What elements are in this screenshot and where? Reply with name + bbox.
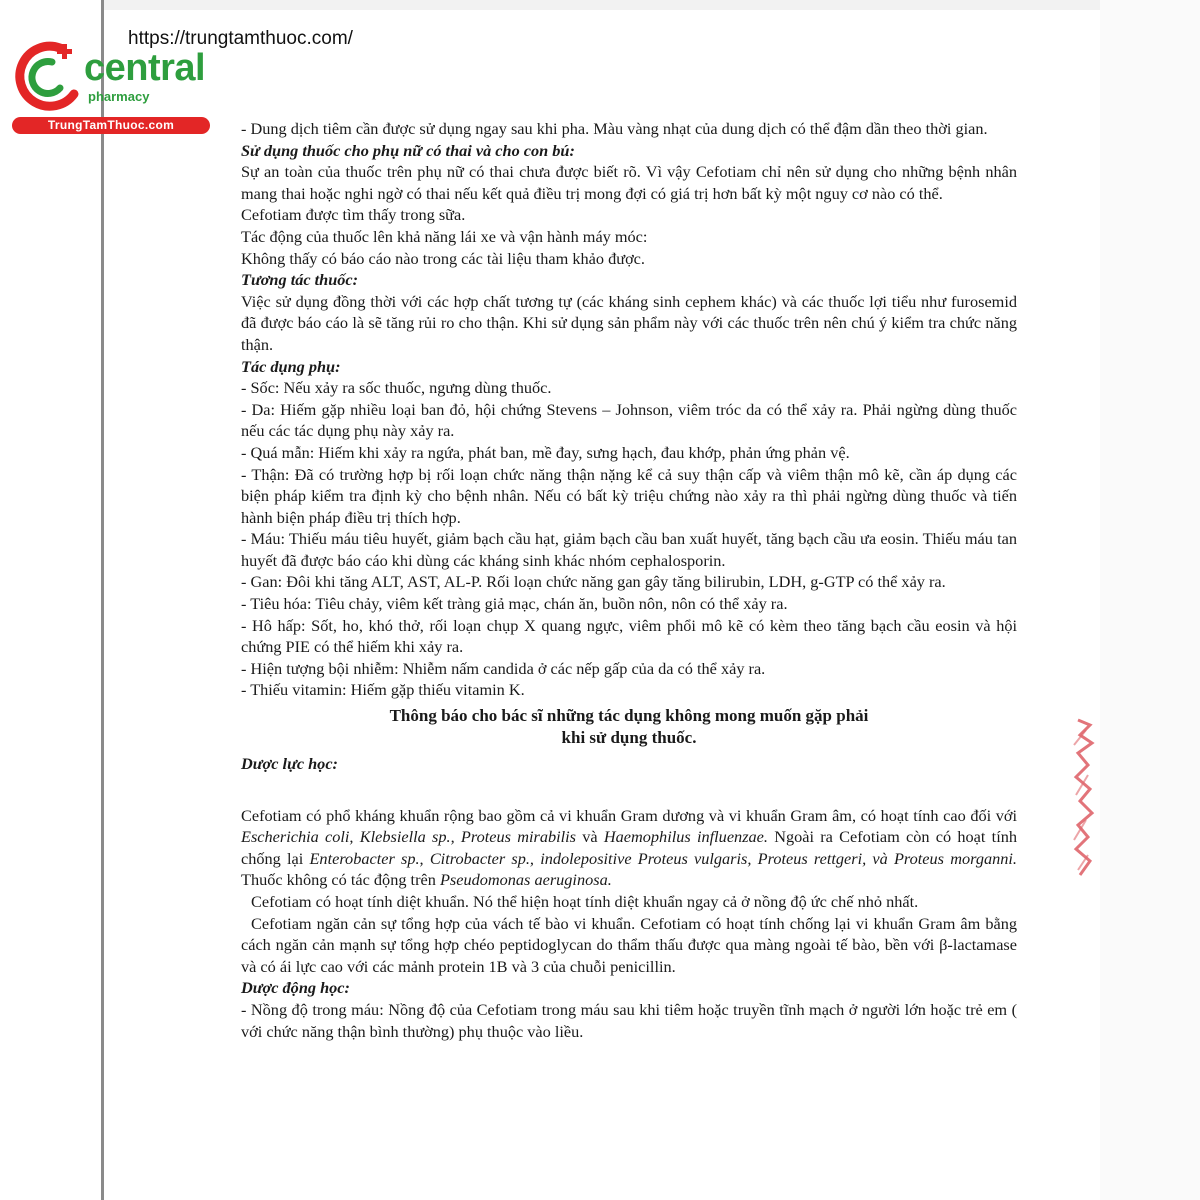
side-effect-item: - Hô hấp: Sốt, ho, khó thở, rối loạn chụp X quang ngực, viêm phổi mô kẽ có kèm theo tăng bạch cầu eosin và hội chứng PIE có thể hiếm khi xảy ra. [241, 615, 1017, 657]
side-effect-item: - Thiếu vitamin: Hiếm gặp thiếu vitamin K. [241, 680, 525, 700]
notice-line: Thông báo cho bác sĩ những tác dụng không mong muốn gặp phải [389, 706, 869, 726]
notice-line: khi sử dụng thuốc. [561, 728, 697, 748]
paragraph: Cefotiam có hoạt tính diệt khuẩn. Nó thể hiện hoạt tính diệt khuẩn ngay cả ở nồng độ ức chế nhỏ nhất. [251, 892, 919, 911]
italic-run: Enterobacter sp., Citrobacter sp., indolepositive Proteus vulgaris, Proteus rettgeri, và Proteus morganni. [309, 848, 1018, 868]
logo-subtitle: pharmacy [88, 89, 150, 104]
side-effect-item: - Sốc: Nếu xảy ra sốc thuốc, ngưng dùng thuốc. [241, 378, 552, 398]
paragraph-pharmacodynamics [241, 805, 1017, 891]
document-body [241, 118, 1017, 1042]
paragraph: - Dung dịch tiêm cần được sử dụng ngay sau khi pha. Màu vàng nhạt của dung dịch có thể đậm dần theo thời gian. [241, 119, 988, 138]
scan-left-edge [101, 0, 104, 1200]
side-effect-item: - Quá mẫn: Hiếm khi xảy ra ngứa, phát ban, mề đay, sưng hạch, đau khớp, phản ứng phản vệ. [241, 442, 850, 462]
scan-top-edge [104, 0, 1100, 10]
notice-block [241, 705, 1017, 749]
paragraph: Sự an toàn của thuốc trên phụ nữ có thai chưa được biết rõ. Vì vậy Cefotiam chỉ nên sử dụng cho những bệnh nhân mang thai hoặc nghi ngờ có thai nếu kết quả điều trị mong đợi có giá trị hơn bất kỳ một nguy cơ nào có thể. [241, 162, 1017, 203]
heading-pharmacodynamics: Dược lực học: [241, 754, 338, 774]
text-run: Cefotiam có phổ kháng khuẩn rộng bao gồm cả vi khuẩn Gram dương và vi khuẩn Gram âm, có hoạt tính cao đối với [241, 805, 1017, 825]
watermark-url[interactable]: https://trungtamthuoc.com/ [128, 28, 353, 49]
side-effect-item: - Tiêu hóa: Tiêu chảy, viêm kết tràng giả mạc, chán ăn, buồn nôn, nôn có thể xảy ra. [241, 594, 788, 614]
text-run: Ngoài ra Cefotiam còn có hoạt tính chống lại [241, 827, 1018, 868]
paragraph: Việc sử dụng đồng thời với các hợp chất tương tự (các kháng sinh cephem khác) và các thuốc lợi tiểu như furosemid đã được báo cáo là sẽ tăng rủi ro cho thận. Khi sử dụng sản phẩm này với các thuốc trên nên chú ý kiểm tra chức năng thận. [241, 291, 1017, 354]
heading-interactions: Tương tác thuốc: [241, 270, 359, 290]
text-run: Thuốc không có tác động trên [241, 870, 440, 890]
text-run: và [576, 827, 604, 847]
paragraph: Không thấy có báo cáo nào trong các tài liệu tham khảo được. [241, 248, 645, 268]
side-effect-item: - Thận: Đã có trường hợp bị rối loạn chức năng thận nặng kể cả suy thận cấp và viêm thận mô kẽ, cần áp dụng các biện pháp kiểm tra định kỳ cho bệnh nhân. Nếu có bất kỳ triệu chứng nào xảy ra thì phải ngừng dùng thuốc và tiến hành biện pháp điều trị thích hợp. [241, 464, 1017, 527]
logo-site-band: TrungTamThuoc.com [12, 117, 210, 134]
right-margin [1100, 0, 1200, 1200]
paragraph: Tác động của thuốc lên khả năng lái xe và vận hành máy móc: [241, 226, 648, 246]
spacer [241, 775, 1017, 805]
italic-run: Haemophilus influenzae. [603, 827, 768, 847]
paragraph: Cefotiam được tìm thấy trong sữa. [241, 205, 466, 225]
italic-run: Escherichia coli, Klebsiella sp., Proteus mirabilis [241, 827, 577, 847]
side-effect-item: - Da: Hiếm gặp nhiều loại ban đỏ, hội chứng Stevens – Johnson, viêm tróc da có thể xảy ra. Phải ngừng dùng thuốc nếu các tác dụng phụ này xảy ra. [241, 399, 1017, 441]
italic-run: Pseudomonas aeruginosa. [439, 870, 612, 890]
heading-side-effects: Tác dụng phụ: [241, 356, 341, 376]
red-stamp-fragment [1068, 715, 1098, 880]
side-effect-item: - Hiện tượng bội nhiễm: Nhiễm nấm candida ở các nếp gấp của da có thể xảy ra. [241, 658, 766, 678]
paragraph: - Nồng độ trong máu: Nồng độ của Cefotiam trong máu sau khi tiêm hoặc truyền tĩnh mạch ở người lớn hoặc trẻ em ( với chức năng thận bình thường) phụ thuộc vào liều. [241, 999, 1017, 1041]
paragraph: Cefotiam ngăn cản sự tổng hợp của vách tế bào vi khuẩn. Cefotiam có hoạt tính chống lại vi khuẩn Gram âm bằng cách ngăn cản mạnh sự tổng hợp chéo peptidoglycan do thẩm thấu được qua màng ngoài tế bào, bền với β-lactamase và có ái lực cao với các mảnh protein 1B và 3 của chuỗi penicillin. [241, 913, 1017, 976]
side-effect-item: - Gan: Đôi khi tăng ALT, AST, AL-P. Rối loạn chức năng gan gây tăng bilirubin, LDH, g-GTP có thể xảy ra. [241, 572, 946, 592]
heading-pharmacokinetics: Dược động học: [241, 978, 350, 998]
side-effect-item: - Máu: Thiếu máu tiêu huyết, giảm bạch cầu hạt, giảm bạch cầu ban xuất huyết, tăng bạch cầu ưa eosin. Thiếu máu tan huyết đã được báo cáo khi dùng các kháng sinh khác nhóm cephalosporin. [241, 529, 1017, 570]
heading-pregnancy: Sử dụng thuốc cho phụ nữ có thai và cho con bú: [241, 140, 575, 160]
logo-wordmark: central [84, 47, 206, 89]
